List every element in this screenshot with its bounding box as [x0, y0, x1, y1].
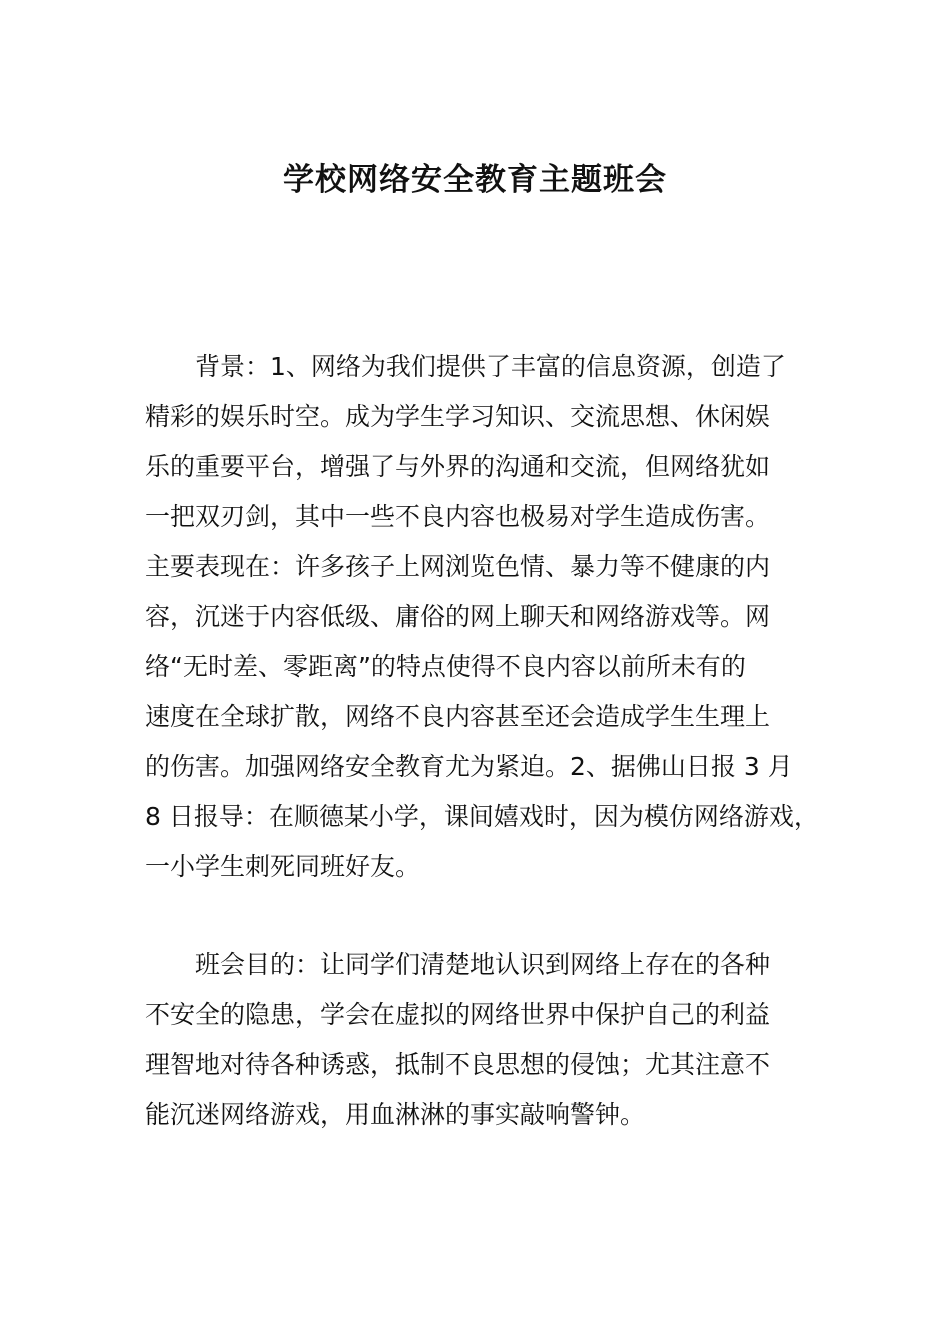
paragraph-background — [145, 342, 825, 892]
paragraph-line: 8 日报导：在顺德某小学，课间嬉戏时，因为模仿网络游戏， — [145, 802, 819, 831]
paragraph-class-purpose — [145, 940, 825, 1140]
paragraph-line: 理智地对待各种诱惑，抵制不良思想的侵蚀；尤其注意不 — [145, 1050, 771, 1079]
paragraph-line: 容，沉迷于内容低级、庸俗的网上聊天和网络游戏等。网 — [145, 602, 771, 631]
document-title: 学校网络安全教育主题班会 — [283, 162, 667, 198]
paragraph-line: 不安全的隐患，学会在虚拟的网络世界中保护自己的利益 — [145, 1000, 771, 1029]
paragraph-line: 乐的重要平台，增强了与外界的沟通和交流，但网络犹如 — [145, 452, 771, 481]
paragraph-line: 主要表现在：许多孩子上网浏览色情、暴力等不健康的内 — [145, 552, 771, 581]
paragraph-line: 一小学生刺死同班好友。 — [145, 852, 421, 881]
paragraph-line: 能沉迷网络游戏，用血淋淋的事实敲响警钟。 — [145, 1100, 646, 1129]
paragraph-line: 一把双刃剑，其中一些不良内容也极易对学生造成伤害。 — [145, 502, 771, 531]
paragraph-line: 背景：1、网络为我们提供了丰富的信息资源，创造了 — [195, 352, 786, 381]
paragraph-line: 速度在全球扩散，网络不良内容甚至还会造成学生生理上 — [145, 702, 771, 731]
paragraph-line: 班会目的：让同学们清楚地认识到网络上存在的各种 — [195, 950, 771, 979]
paragraph-line: 络“无时差、零距离”的特点使得不良内容以前所未有的 — [145, 652, 746, 681]
paragraph-line: 的伤害。加强网络安全教育尤为紧迫。2、据佛山日报 3 月 — [145, 752, 793, 781]
paragraph-line: 精彩的娱乐时空。成为学生学习知识、交流思想、休闲娱 — [145, 402, 771, 431]
